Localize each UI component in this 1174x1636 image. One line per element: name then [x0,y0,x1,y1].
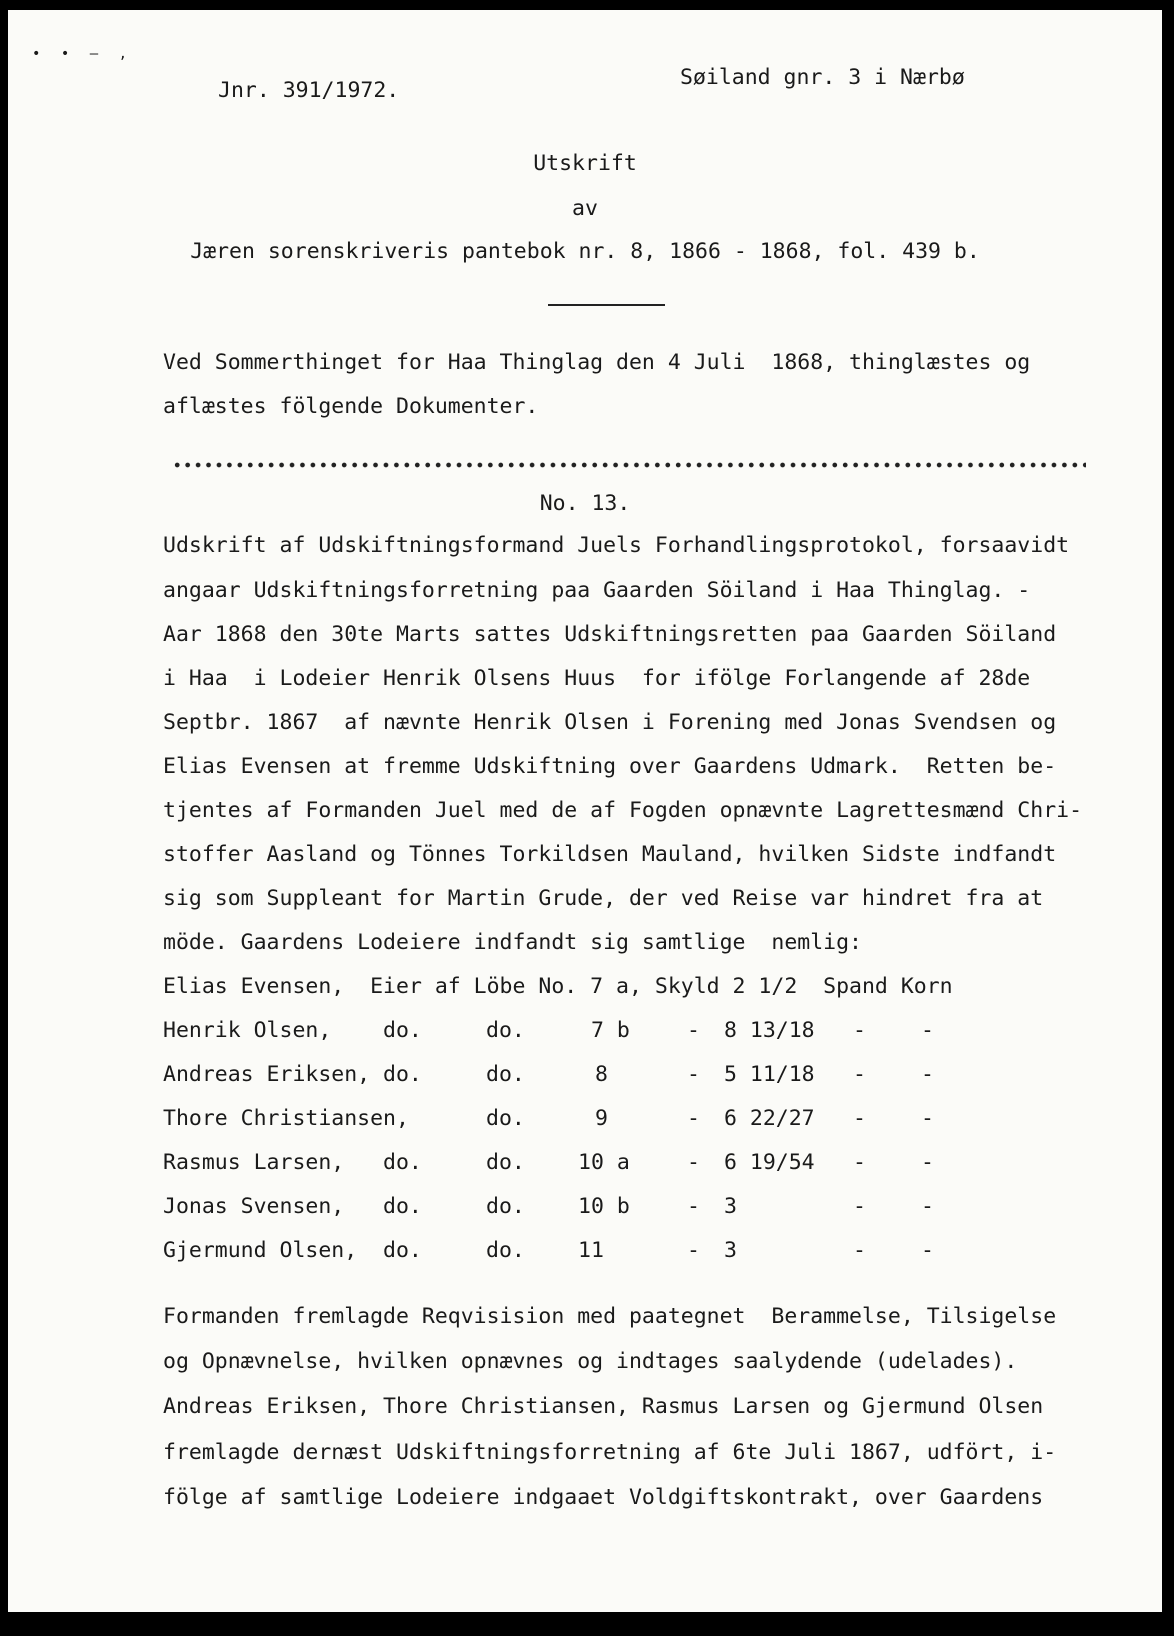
owner-name: Gjermund Olsen, [163,1238,358,1263]
owner-lobe: do. [486,1238,525,1263]
text-line: Formanden fremlagde Reqvisision med paategnet Berammelse, Tilsigelse [163,1304,1057,1329]
text-line: Aar 1868 den 30te Marts sattes Udskiftningsretten paa Gaarden Söiland [163,622,1057,647]
title-source: Jæren sorenskriveris pantebok nr. 8, 1866 - 1868, fol. 439 b. [190,239,980,264]
owner-eier: do. [383,1062,422,1087]
owner-lobe: do. [486,1062,525,1087]
owner-spand: - [853,1062,866,1087]
title-utskrift: Utskrift [533,151,637,176]
owner-lot-no: 8 [595,1062,608,1087]
owner-lobe: do. [486,1150,525,1175]
owner-name: Thore Christiansen, [163,1106,409,1131]
owner-eier: do. [383,1150,422,1175]
owner-skyld: 3 [724,1194,737,1219]
owner-korn: - [921,1062,934,1087]
owner-eier: do. [383,1238,422,1263]
owner-skyld: 6 22/27 [724,1106,815,1131]
owner-lot-no: 7 b [591,1018,630,1043]
owner-korn: - [921,1106,934,1131]
owner-dash: - [687,1150,700,1175]
owner-eier: do. [383,1194,422,1219]
owner-eier: do. [383,1018,422,1043]
owner-lobe: do. [486,1106,525,1131]
margin-marks: • • — ‚ [32,46,134,62]
text-line: i Haa i Lodeier Henrik Olsens Huus for ifölge Forlangende af 28de [163,666,1031,691]
text-line: Andreas Eriksen, Thore Christiansen, Rasmus Larsen og Gjermund Olsen [163,1394,1044,1419]
owner-name: Andreas Eriksen, [163,1062,371,1087]
owner-spand: - [853,1106,866,1131]
text-line: aflæstes fölgende Dokumenter. [163,394,539,419]
owner-skyld: 6 19/54 [724,1150,815,1175]
owner-korn: - [921,1238,934,1263]
owner-korn: - [921,1018,934,1043]
owner-dash: - [687,1018,700,1043]
owner-dash: - [687,1238,700,1263]
property-reference: Søiland gnr. 3 i Nærbø [680,65,965,90]
text-line: angaar Udskiftningsforretning paa Gaarden Söiland i Haa Thinglag. - [163,578,1031,603]
text-line: fölge af samtlige Lodeiere indgaaet Voldgiftskontrakt, over Gaardens [163,1485,1044,1510]
owner-spand: - [853,1018,866,1043]
text-line: tjentes af Formanden Juel med de af Fogden opnævnte Lagrettesmænd Chri- [163,798,1083,823]
owner-lot-no: 10 a [578,1150,630,1175]
owner-korn: - [921,1194,934,1219]
text-line: fremlagde dernæst Udskiftningsforretning af 6te Juli 1867, udfört, i- [163,1440,1057,1465]
title-underline [548,304,665,306]
owner-dash: - [687,1106,700,1131]
owner-name: Rasmus Larsen, [163,1150,345,1175]
owner-lobe: do. [486,1194,525,1219]
owner-lot-no: 10 b [578,1194,630,1219]
owner-skyld: 5 11/18 [724,1062,815,1087]
owner-name: Jonas Svensen, [163,1194,345,1219]
owner-spand: - [853,1194,866,1219]
owner-skyld: 8 13/18 [724,1018,815,1043]
text-line: stoffer Aasland og Tönnes Torkildsen Mauland, hvilken Sidste indfandt [163,842,1057,867]
text-line: Udskrift af Udskiftningsformand Juels Forhandlingsprotokol, forsaavidt [163,533,1070,558]
dotted-separator [172,462,1086,468]
owner-dash: - [687,1194,700,1219]
text-line: Septbr. 1867 af nævnte Henrik Olsen i Forening med Jonas Svendsen og [163,710,1057,735]
title-av: av [572,196,598,221]
owner-lot-no: 11 [578,1238,604,1263]
text-line: og Opnævnelse, hvilken opnævnes og indtages saalydende (udelades). [163,1349,1018,1374]
owner-skyld: 3 [724,1238,737,1263]
owner-spand: - [853,1238,866,1263]
text-line: Ved Sommerthinget for Haa Thinglag den 4 Juli 1868, thinglæstes og [163,350,1031,375]
journal-number: Jnr. 391/1972. [218,78,400,103]
owner-dash: - [687,1062,700,1087]
owners-header: Elias Evensen, Eier af Löbe No. 7 a, Skyld 2 1/2 Spand Korn [163,974,953,999]
document-number: No. 13. [539,491,631,516]
document-page [8,10,1162,1612]
owner-name: Henrik Olsen, [163,1018,332,1043]
owner-korn: - [921,1150,934,1175]
text-line: Elias Evensen at fremme Udskiftning over Gaardens Udmark. Retten be- [163,754,1057,779]
owner-lobe: do. [486,1018,525,1043]
text-line: möde. Gaardens Lodeiere indfandt sig samtlige nemlig: [163,930,862,955]
text-line: sig som Suppleant for Martin Grude, der ved Reise var hindret fra at [163,886,1044,911]
owner-spand: - [853,1150,866,1175]
owner-lot-no: 9 [595,1106,608,1131]
